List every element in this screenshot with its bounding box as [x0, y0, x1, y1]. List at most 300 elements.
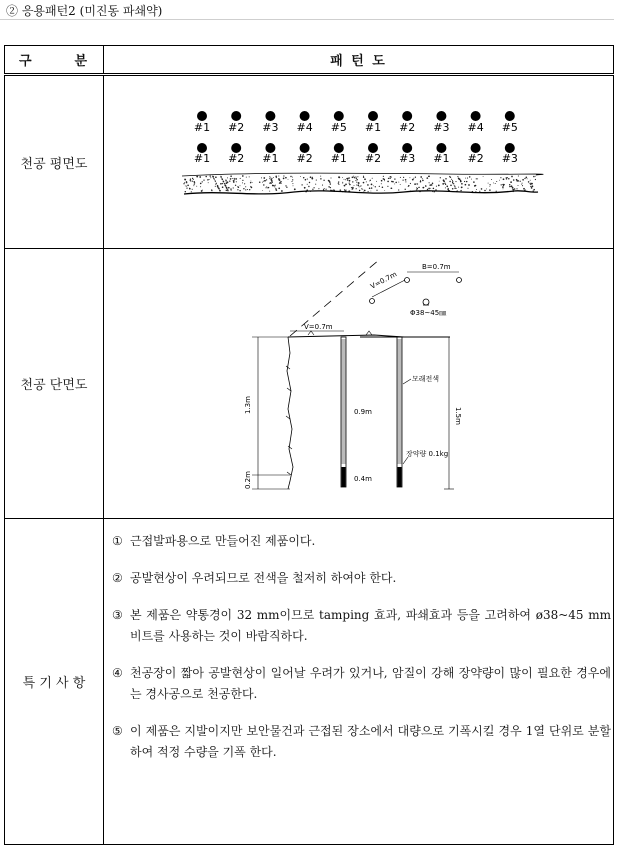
ground-stipple-dot: [230, 188, 231, 189]
ground-stipple-dot: [185, 185, 186, 186]
ground-stipple-dot: [413, 178, 414, 179]
ground-stipple-dot: [222, 183, 223, 184]
ground-stipple-dot: [349, 183, 350, 184]
ground-stipple-dot: [192, 178, 193, 179]
ground-stipple-dot: [242, 182, 243, 183]
drill-hole-dot: [334, 111, 344, 121]
ground-stipple-dot: [345, 179, 346, 180]
ground-stipple-dot: [279, 179, 281, 181]
ground-stipple-dot: [531, 187, 533, 189]
ground-stipple-dot: [312, 189, 313, 190]
ground-stipple-dot: [300, 176, 301, 177]
ground-stipple-dot: [486, 188, 487, 189]
ground-stipple-dot: [220, 183, 222, 185]
ground-stipple-dot: [276, 189, 278, 191]
note-item: [112, 568, 611, 589]
ground-stipple-dot: [368, 191, 369, 192]
ground-stipple-dot: [361, 185, 362, 186]
ground-stipple-dot: [334, 190, 335, 191]
ground-stipple-dot: [449, 181, 450, 182]
header-category-char2: 분: [74, 54, 89, 69]
ground-stipple-dot: [466, 181, 467, 182]
ground-stipple-dot: [445, 178, 447, 180]
ground-stipple-dot: [387, 186, 388, 187]
ground-stipple-dot: [516, 188, 517, 189]
ground-stipple-dot: [454, 187, 456, 189]
ground-stipple-dot: [342, 177, 343, 178]
ground-stipple-dot: [525, 176, 527, 178]
note-number: ②: [112, 571, 123, 585]
ground-stipple-dot: [222, 179, 224, 181]
ground-stipple-dot: [225, 185, 226, 186]
ground-stipple-dot: [392, 181, 394, 183]
ground-stipple-dot: [275, 175, 277, 177]
ground-stipple-dot: [186, 186, 187, 187]
depth-label-right: 1.5m: [454, 407, 462, 425]
ground-stipple-dot: [307, 179, 308, 180]
ground-stipple-dot: [328, 186, 329, 187]
ground-stipple-dot: [222, 186, 224, 188]
ground-stipple-dot: [402, 179, 403, 180]
ground-stipple-dot: [249, 189, 250, 190]
ground-stipple-dot: [190, 179, 192, 181]
header-category: [5, 46, 104, 75]
ground-stipple-dot: [458, 187, 459, 188]
drill-hole-label: #1: [262, 152, 279, 165]
ground-stipple-dot: [301, 184, 302, 185]
ground-stipple-dot: [417, 183, 418, 184]
ground-stipple-dot: [207, 179, 208, 180]
ground-stipple-dot: [228, 187, 230, 189]
ground-stipple-dot: [461, 187, 463, 189]
ground-stipple-dot: [340, 189, 342, 191]
ground-stipple-dot: [214, 179, 215, 180]
ground-stipple-dot: [338, 184, 339, 185]
ground-stipple-dot: [394, 178, 395, 179]
ground-stipple-dot: [433, 188, 435, 190]
drill-hole-dot: [231, 111, 241, 121]
ground-stipple-dot: [405, 181, 406, 182]
drill-hole-label: #1: [364, 121, 382, 134]
row-section-diagram: [104, 249, 614, 519]
drill-hole-dot: [368, 111, 378, 121]
ground-stipple-dot: [318, 188, 319, 189]
ground-stipple-dot: [512, 187, 514, 189]
ground-stipple-dot: [307, 184, 308, 185]
ground-stipple-dot: [366, 181, 367, 182]
ground-stipple-dot: [521, 184, 522, 185]
ground-stipple-dot: [279, 182, 280, 183]
ground-stipple-dot: [352, 181, 353, 182]
ground-stipple-dot: [422, 187, 424, 189]
ground-stipple-dot: [460, 181, 462, 183]
ground-stipple-dot: [368, 185, 369, 186]
ground-stipple-dot: [389, 177, 391, 179]
ground-stipple-dot: [242, 180, 243, 181]
ground-stipple-dot: [356, 188, 357, 189]
ground-stipple-dot: [278, 187, 280, 189]
ground-stipple-dot: [292, 183, 293, 184]
ground-stipple-dot: [286, 187, 287, 188]
ground-stipple-dot: [496, 191, 497, 192]
ground-stipple-dot: [489, 186, 490, 187]
ground-stipple-dot: [345, 183, 347, 185]
ground-stipple-dot: [429, 182, 430, 183]
drill-hole-label: #5: [501, 121, 518, 134]
v-top-label: V=0.7m: [304, 323, 333, 331]
pattern-table: [4, 45, 614, 845]
borehole-2-stemming: [398, 339, 402, 464]
ground-stipple-dot: [193, 179, 194, 180]
ground-stipple-dot: [275, 185, 276, 186]
ground-stipple-dot: [357, 176, 358, 177]
ground-stipple-dot: [465, 184, 467, 186]
ground-stipple-dot: [454, 186, 455, 187]
row-notes-content: [104, 519, 614, 845]
ground-stipple-dot: [510, 181, 512, 183]
stemming-leader: [403, 379, 411, 384]
ground-stipple-dot: [371, 187, 372, 188]
ground-stipple-dot: [522, 185, 523, 186]
ground-stipple-dot: [285, 177, 287, 179]
drill-hole-dot: [300, 111, 310, 121]
ground-stipple-dot: [508, 178, 509, 179]
ground-stipple-dot: [535, 176, 536, 177]
ground-stipple-dot: [476, 178, 477, 179]
ground-stipple-dot: [242, 175, 244, 177]
section-heading: ② 응용패턴2 (미진동 파쇄약): [6, 4, 163, 18]
ground-stipple-dot: [451, 179, 452, 180]
drill-hole-dot: [402, 111, 412, 121]
ground-stipple-dot: [465, 178, 466, 179]
ground-stipple-dot: [356, 185, 357, 186]
ground-stipple-dot: [477, 178, 478, 179]
ground-stipple-dot: [354, 185, 355, 186]
ground-stipple-dot: [227, 181, 229, 183]
ground-stipple-dot: [292, 177, 293, 178]
ground-stipple-dot: [530, 180, 531, 181]
ground-stipple-dot: [496, 181, 497, 182]
ground-stipple-dot: [398, 189, 399, 190]
ground-stipple-dot: [483, 176, 484, 177]
ground-stipple-dot: [342, 182, 343, 183]
ground-stipple-dot: [356, 182, 357, 183]
ground-stipple-dot: [311, 178, 313, 180]
ground-stipple-dot: [250, 182, 251, 183]
drill-hole-dot: [197, 111, 207, 121]
ground-stipple-dot: [405, 179, 407, 181]
ground-stipple-dot: [294, 188, 296, 190]
ground-stipple-dot: [445, 187, 446, 188]
note-item: [112, 663, 611, 705]
ground-stipple-dot: [455, 181, 456, 182]
ground-stipple-dot: [409, 177, 410, 178]
ground-stipple-dot: [533, 176, 535, 178]
ground-stipple-dot: [363, 177, 364, 178]
ground-stipple-dot: [271, 180, 273, 182]
ground-stipple-dot: [274, 187, 275, 188]
ground-stipple-dot: [356, 180, 357, 181]
ground-stipple-dot: [379, 186, 380, 187]
ground-stipple-dot: [266, 186, 267, 187]
ground-stipple-dot: [278, 176, 279, 177]
ground-stipple-dot: [369, 188, 371, 190]
note-item: [112, 605, 611, 647]
ground-stipple-dot: [320, 178, 321, 179]
drill-hole-label: #3: [399, 152, 416, 165]
ground-stipple-dot: [516, 180, 518, 182]
ground-stipple-dot: [274, 185, 275, 186]
note-text: 천공장이 짧아 공발현상이 일어날 우려가 있거나, 암질이 강해 장약량이 많이 필요한 경우에는 경사공으로 천공한다.: [130, 666, 611, 701]
ground-stipple-dot: [232, 178, 233, 179]
ground-stipple-dot: [249, 176, 250, 177]
note-text: 공발현상이 우려되므로 전색을 철저히 하여야 한다.: [130, 571, 397, 585]
drill-hole-label: #1: [433, 152, 450, 165]
note-number: ④: [112, 666, 123, 680]
ground-stipple-dot: [283, 178, 285, 180]
ground-stipple-dot: [456, 188, 457, 189]
ground-stipple-dot: [528, 181, 530, 183]
ground-stipple-dot: [226, 188, 227, 189]
ground-stipple-dot: [484, 190, 486, 192]
ground-stipple-dot: [186, 187, 187, 188]
ground-stipple-dot: [330, 177, 331, 178]
ground-stipple-dot: [370, 180, 371, 181]
ground-stipple-dot: [405, 189, 406, 190]
ground-stipple-dot: [191, 191, 192, 192]
ground-stipple-dot: [458, 178, 460, 180]
ground-stipple-dot: [395, 182, 397, 184]
ground-stipple-dot: [491, 179, 492, 180]
ground-stipple-dot: [356, 179, 357, 180]
ground-stipple-dot: [199, 176, 201, 178]
ground-stipple-dot: [324, 188, 325, 189]
ground-stipple-dot: [382, 187, 384, 189]
ground-stipple-dot: [263, 181, 264, 182]
ground-stipple-dot: [493, 182, 494, 183]
ground-stipple-dot: [452, 188, 454, 190]
ground-stipple-dot: [428, 176, 429, 177]
v-inclined-label: V=0.7m: [369, 270, 399, 291]
ground-stipple-dot: [202, 190, 203, 191]
ground-stipple-dot: [488, 183, 489, 184]
note-number: ③: [112, 608, 123, 622]
ground-stipple-dot: [280, 183, 281, 184]
charge-label: 장약량 0.1kg: [406, 450, 449, 458]
ground-stipple-dot: [262, 182, 263, 183]
ground-stipple-dot: [383, 178, 385, 180]
ground-stipple-dot: [371, 191, 372, 192]
ground-stipple-dot: [304, 187, 306, 189]
ground-stipple-dot: [193, 185, 194, 186]
ground-stipple-dot: [291, 181, 292, 182]
ground-stipple-dot: [305, 179, 307, 181]
ground-stipple-dot: [400, 184, 401, 185]
ground-stipple-dot: [372, 178, 373, 179]
ground-stipple-dot: [464, 181, 465, 182]
ground-stipple-dot: [400, 177, 401, 178]
ground-stipple-dot: [349, 180, 351, 182]
ground-stipple-dot: [518, 185, 519, 186]
bit-icon: [423, 299, 429, 305]
drill-hole-dot: [505, 111, 515, 121]
ground-stipple-dot: [509, 184, 510, 185]
ground-stipple-dot: [408, 185, 409, 186]
ground-stipple-dot: [476, 189, 477, 190]
note-item: [112, 721, 611, 763]
ground-stipple-dot: [362, 189, 363, 190]
ground-stipple-dot: [410, 183, 411, 184]
borehole-2-charge: [398, 467, 402, 487]
ground-stipple-dot: [403, 177, 404, 178]
ground-surface: [182, 173, 543, 194]
ground-stipple-dot: [522, 183, 523, 184]
ground-stipple-dot: [507, 177, 508, 178]
drill-hole-label: #2: [364, 152, 382, 165]
ground-stipple-dot: [342, 182, 343, 183]
ground-stipple-dot: [325, 189, 326, 190]
drill-hole-label: #4: [467, 121, 484, 134]
ground-stipple-dot: [184, 182, 185, 183]
ground-stipple-dot: [189, 188, 191, 190]
ground-stipple-dot: [524, 178, 525, 179]
ground-stipple-dot: [506, 177, 508, 179]
drill-hole-label: #2: [228, 121, 245, 134]
ground-stipple-dot: [457, 190, 458, 191]
ground-stipple-dot: [308, 186, 309, 187]
bottom-label-left: 0.2m: [244, 471, 252, 489]
ground-stipple-dot: [454, 185, 455, 186]
ground-stipple-dot: [530, 183, 532, 185]
ground-stipple-dot: [481, 188, 483, 190]
ground-stipple-dot: [358, 182, 359, 183]
ground-stipple-dot: [489, 184, 490, 185]
ground-stipple-dot: [229, 181, 230, 182]
header-pattern: 패 턴 도: [104, 46, 614, 75]
drill-hole-label: #1: [193, 121, 211, 134]
ground-stipple-dot: [467, 188, 468, 189]
ground-stipple-dot: [192, 181, 193, 182]
ground-stipple-dot: [288, 179, 289, 180]
drill-hole-label: #2: [399, 121, 416, 134]
ground-stipple-dot: [272, 182, 273, 183]
ground-stipple-dot: [218, 188, 220, 190]
ground-stipple-dot: [210, 175, 211, 176]
ground-stipple-dot: [283, 175, 284, 176]
row-notes-label: 특 기 사 항: [5, 519, 104, 845]
ground-stipple-dot: [227, 177, 228, 178]
b-dimension-label: B=0.7m: [422, 263, 451, 271]
ground-stipple-dot: [196, 176, 198, 178]
stemming-label: 모래전색: [412, 375, 440, 383]
ground-stipple-dot: [447, 186, 448, 187]
ground-stipple-dot: [422, 180, 424, 182]
ground-stipple-dot: [443, 181, 445, 183]
drill-hole-label: #4: [296, 121, 313, 134]
row-plan: [5, 75, 614, 249]
table-header-row: [5, 46, 614, 75]
ground-stipple-dot: [525, 189, 526, 190]
ground-stipple-dot: [450, 177, 451, 178]
ground-stipple-dot: [450, 185, 452, 187]
note-text: 본 제품은 약통경이 32 mm이므로 tamping 효과, 파쇄효과 등을 고려하여 ø38~45 mm 비트를 사용하는 것이 바람직하다.: [130, 608, 611, 643]
ground-stipple-dot: [223, 181, 225, 183]
ground-stipple-dot: [215, 176, 217, 178]
ground-stipple-dot: [246, 177, 247, 178]
ground-stipple-dot: [281, 190, 283, 192]
ground-stipple-dot: [234, 178, 235, 179]
ground-stipple-dot: [290, 176, 291, 177]
ground-stipple-dot: [234, 179, 235, 180]
ground-stipple-dot: [210, 177, 211, 178]
ground-stipple-dot: [329, 181, 331, 183]
ground-stipple-dot: [271, 178, 272, 179]
ground-stipple-dot: [503, 178, 505, 180]
ground-stipple-dot: [352, 176, 354, 178]
ground-stipple-dot: [203, 179, 204, 180]
notes-list: [104, 519, 613, 763]
drill-hole-label: #3: [501, 152, 518, 165]
ground-stipple-dot: [502, 186, 504, 188]
ground-stipple-dot: [276, 177, 277, 178]
drill-hole-label: #3: [262, 121, 279, 134]
top-rule: [0, 19, 614, 20]
ground-stipple-dot: [233, 178, 234, 179]
ground-stipple-dot: [518, 175, 519, 176]
ground-stipple-dot: [344, 179, 345, 180]
ground-stipple-dot: [352, 188, 353, 189]
drill-hole-dot: [436, 111, 446, 121]
ground-stipple-dot: [452, 180, 453, 181]
ground-stipple-dot: [270, 182, 271, 183]
ground-stipple-dot: [243, 188, 244, 189]
ground-stipple-dot: [453, 183, 454, 184]
ground-stipple-dot: [315, 184, 316, 185]
ground-stipple-dot: [309, 182, 310, 183]
ground-stipple-dot: [194, 181, 195, 182]
ground-stipple-dot: [506, 179, 507, 180]
ground-stipple-dot: [330, 183, 332, 185]
ground-stipple-dot: [349, 184, 350, 185]
ground-stipple-dot: [381, 183, 382, 184]
ground-stipple-dot: [420, 176, 422, 178]
ground-stipple-dot: [388, 178, 389, 179]
ground-stipple-dot: [338, 181, 339, 182]
bottom-label-mid: 0.4m: [354, 475, 372, 483]
ground-stipple-dot: [338, 176, 340, 178]
ground-stipple-dot: [471, 179, 472, 180]
ground-stipple-dot: [512, 186, 513, 187]
ground-stipple-dot: [269, 178, 270, 179]
ground-stipple-dot: [416, 189, 417, 190]
ground-stipple-dot: [239, 190, 240, 191]
ground-stipple-dot: [500, 177, 501, 178]
ground-stipple-dot: [269, 191, 270, 192]
ground-stipple-dot: [479, 191, 480, 192]
ground-stipple-dot: [457, 176, 458, 177]
ground-stipple-dot: [313, 187, 314, 188]
ground-stipple-dot: [208, 182, 209, 183]
ground-stipple-dot: [489, 189, 491, 191]
ground-stipple-dot: [468, 184, 470, 186]
plan-diagram: [104, 76, 612, 244]
ground-stipple-dot: [237, 189, 238, 190]
ground-stipple-dot: [426, 177, 428, 179]
ground-stipple-dot: [267, 187, 268, 188]
ground-stipple-dot: [522, 179, 524, 181]
ground-stipple-dot: [202, 181, 203, 182]
ground-stipple-dot: [376, 181, 377, 182]
